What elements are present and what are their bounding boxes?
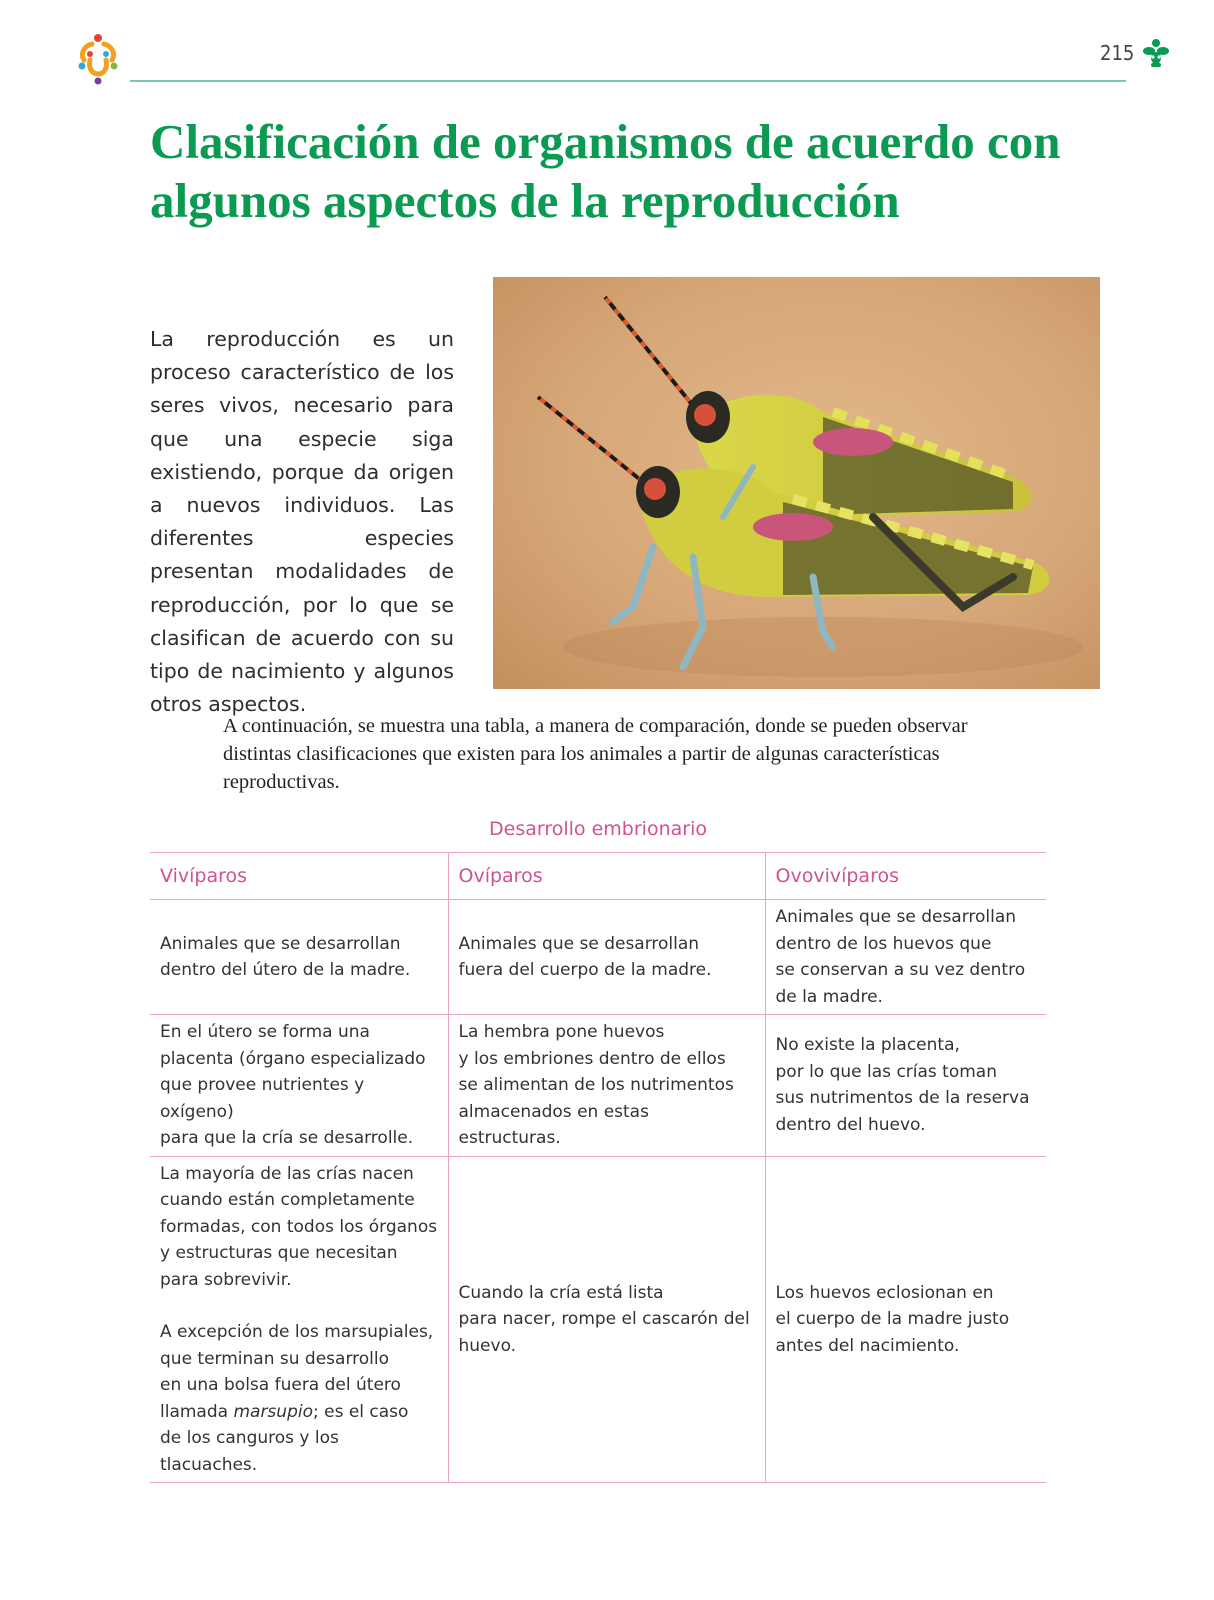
page-title: Clasificación de organismos de acuerdo con algunos aspectos de la reproducción (150, 114, 1061, 228)
lead-paragraph: A continuación, se muestra una tabla, a manera de comparación, donde se pueden observar distintas clasificaciones que existen para los animales a partir de algunas características reproductivas. (223, 715, 968, 793)
cell-oviparos-nutrition: La hembra pone huevos y los embriones dentro de ellos se alimentan de los nutrimentos almacenados en estas estructuras. (448, 1015, 765, 1157)
marsupio-line: llamada marsupio; es el caso (160, 1401, 409, 1422)
colorful-figures-logo-icon (70, 30, 126, 86)
term-marsupio: marsupio (233, 1401, 313, 1422)
cell-viviparos-definition: Animales que se desarrollan dentro del útero de la madre. (150, 900, 448, 1015)
paragraph-gap (160, 1293, 438, 1319)
header-oviparos: Ovíparos (448, 853, 765, 900)
page-number: 215 (1100, 41, 1135, 65)
cell-ovoviviparos-nutrition: No existe la placenta, por lo que las crías toman sus nutrimentos de la reserva dentro del huevo. (765, 1015, 1046, 1157)
header-viviparos: Vivíparos (150, 853, 448, 900)
cell-ovoviviparos-definition: Animales que se desarrollan dentro de los huevos que se conservan a su vez dentro de la madre. (765, 900, 1046, 1015)
table-row (150, 1156, 1046, 1483)
table-row (150, 900, 1046, 1015)
table-caption: Desarrollo embrionario (489, 818, 707, 840)
intro-paragraph: La reproducción es un proceso característico de los seres vivos, necesario para que una especie siga existiendo, porque da origen a nuevos individuos. Las diferentes especies presentan modalidades de reproducción, por lo que se clasifican de acuerdo con su tipo de nacimiento y algunos otros aspectos. (150, 327, 454, 717)
table-header-row (150, 853, 1046, 900)
reproduction-table (150, 852, 1046, 1483)
two-mating-grasshoppers-photo (493, 277, 1100, 689)
header-rule (130, 80, 1126, 82)
green-leaf-figure-icon (1142, 38, 1170, 68)
table-row (150, 1015, 1046, 1157)
header-ovoviviparos: Ovovivíparos (765, 853, 1046, 900)
cell-viviparos-birth: La mayoría de las crías nacen cuando están completamente formadas, con todos los órganos y estructuras que necesitan para sobrevivir. A excepción de los marsupiales, que terminan su desarrollo en una bolsa fuera del útero llamada marsupio; es el caso de los canguros y los tlacuaches. (150, 1156, 448, 1483)
cell-ovoviviparos-birth: Los huevos eclosionan en el cuerpo de la madre justo antes del nacimiento. (765, 1156, 1046, 1483)
cell-viviparos-nutrition: En el útero se forma una placenta (órgano especializado que provee nutrientes y oxígeno) para que la cría se desarrolle. (150, 1015, 448, 1157)
cell-oviparos-birth: Cuando la cría está lista para nacer, rompe el cascarón del huevo. (448, 1156, 765, 1483)
cell-oviparos-definition: Animales que se desarrollan fuera del cuerpo de la madre. (448, 900, 765, 1015)
